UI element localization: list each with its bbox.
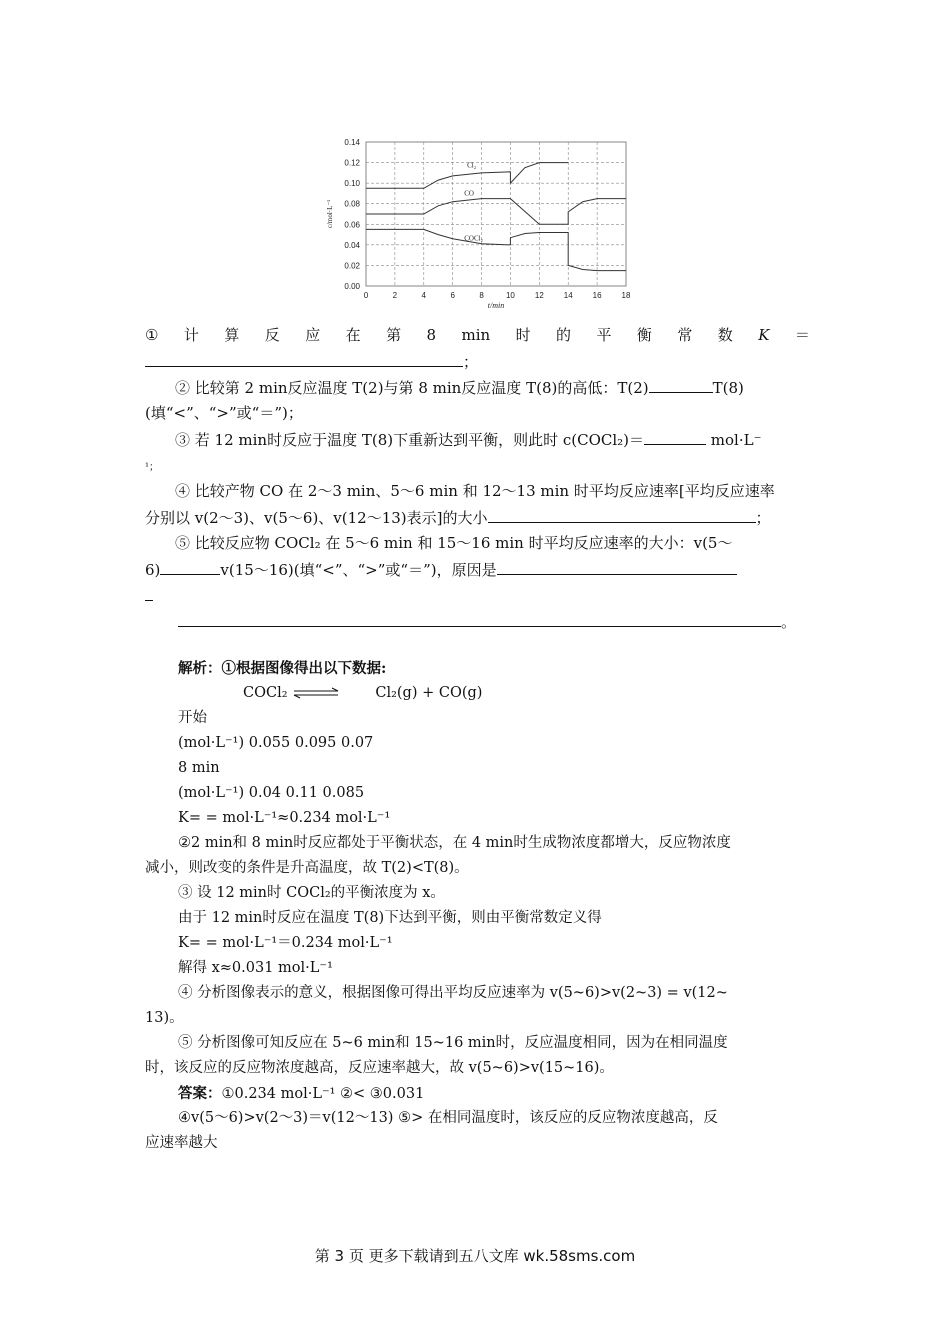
- q1-char: ①: [145, 326, 159, 344]
- q1-char: 的: [556, 326, 572, 344]
- solution-heading: 解析：①根据图像得出以下数据:: [178, 660, 387, 677]
- part3-line-c: K= = mol·L⁻¹＝0.234 mol·L⁻¹: [178, 935, 393, 951]
- question-4-line: [145, 478, 810, 504]
- y-axis-label: c/mol·L⁻¹: [326, 199, 334, 229]
- x-tick-label: 10: [505, 291, 515, 300]
- start-values: (mol·L⁻¹) 0.055 0.095 0.07: [178, 735, 374, 751]
- question-5-line-d: [145, 608, 810, 634]
- x-tick-label: 8: [479, 291, 484, 300]
- q4-text-b: 分别以 v(2～3)、v(5～6)、v(12～13)表示]的大小: [145, 509, 488, 527]
- answer-blank: [649, 374, 713, 393]
- concentration-chart: [318, 130, 638, 320]
- part5-line-a: ⑤ 分析图像可知反应在 5~6 min和 15~16 min时，反应温度相同，因为在相同温度: [178, 1035, 728, 1051]
- part3-line-b: 由于 12 min时反应在温度 T(8)下达到平衡，则由平衡常数定义得: [178, 910, 602, 926]
- q1-char: 时: [515, 326, 531, 344]
- series-label: CO: [464, 189, 474, 198]
- solution-block: [145, 656, 808, 1156]
- q1-char: ＝: [794, 326, 810, 344]
- q1-char: 反: [264, 326, 280, 344]
- q1-end: ；: [463, 353, 479, 371]
- x-tick-label: 16: [592, 291, 602, 300]
- x-axis-label: t/min: [487, 301, 505, 310]
- q1-char: 算: [224, 326, 240, 344]
- question-2-line-b: [145, 400, 810, 426]
- q3-text-c: ¹；: [145, 462, 160, 473]
- q1-char: 衡: [636, 326, 652, 344]
- series-line: [366, 229, 626, 270]
- answer-line-2: ④v(5～6)>v(2～3)＝v(12～13) ⑤> 在相同温度时，该反应的反应物浓度越高，反: [178, 1110, 718, 1126]
- question-3-line-b: [145, 452, 810, 478]
- part3-line-d: 解得 x≈0.031 mol·L⁻¹: [178, 960, 333, 976]
- q1-char: 平: [596, 326, 612, 344]
- q4-end: ；: [755, 509, 771, 527]
- q3-text: ③ 若 12 min时反应于温度 T(8)下重新达到平衡，则此时 c(COCl₂)＝: [175, 431, 645, 449]
- chart-svg: [318, 130, 638, 320]
- q2-text: ② 比较第 2 min反应温度 T(2)与第 8 min反应温度 T(8)的高低：T(2): [175, 379, 649, 397]
- q5-text-c: v(15～16)(填“<”、“>”或“＝”)，原因是: [220, 561, 497, 579]
- reaction-equation: [178, 681, 808, 706]
- q1-char: min: [461, 326, 491, 344]
- answer-line-1: [178, 1081, 808, 1106]
- question-5-line-b: [145, 556, 810, 582]
- answer-blank: [145, 348, 463, 367]
- question-5-line-c: [145, 582, 810, 608]
- series-label: COCl₂: [464, 234, 484, 243]
- q1-char: K: [758, 326, 770, 344]
- question-2-line: [145, 374, 810, 400]
- part2-line-b: 减小，则改变的条件是升高温度，故 T(2)<T(8)。: [145, 860, 469, 876]
- question-4-line-b: [145, 504, 810, 530]
- y-tick-label: 0.02: [344, 261, 360, 271]
- q5-text: ⑤ 比较反应物 COCl₂ 在 5～6 min 和 15～16 min 时平均反应速率的大小：v(5～: [175, 534, 733, 552]
- k-line: K= = mol·L⁻¹≈0.234 mol·L⁻¹: [178, 810, 391, 826]
- reaction-right: Cl₂(g) + CO(g): [375, 685, 483, 701]
- x-tick-label: 12: [534, 291, 544, 300]
- y-tick-label: 0.12: [344, 158, 360, 168]
- y-tick-label: 0.10: [344, 179, 360, 189]
- question-3-line: [145, 426, 810, 452]
- series-label: Cl₂: [467, 161, 477, 170]
- answer-blank: [145, 582, 153, 601]
- answer-blank: [178, 608, 781, 627]
- x-tick-label: 4: [421, 291, 427, 300]
- q1-char: 常: [677, 326, 693, 344]
- answer-blank: [488, 504, 756, 523]
- answer-line-3: 应速率越大: [145, 1135, 218, 1151]
- series-line: [366, 199, 626, 225]
- x-tick-label: 6: [450, 291, 455, 300]
- q1-char: 8: [426, 326, 437, 344]
- reaction-left: COCl₂: [243, 685, 288, 701]
- y-tick-label: 0.08: [344, 199, 360, 209]
- y-tick-label: 0.00: [344, 282, 360, 291]
- y-tick-label: 0.06: [344, 220, 360, 230]
- q2-text-c: (填“<”、“>”或“＝”)；: [145, 404, 303, 422]
- min8-values: (mol·L⁻¹) 0.04 0.11 0.085: [178, 785, 365, 801]
- question-1-line: [145, 322, 810, 348]
- q1-char: 计: [183, 326, 199, 344]
- part4-line-a: ④ 分析图像表示的意义，根据图像可得出平均反应速率为 v(5~6)>v(2~3) = v(12~: [178, 985, 728, 1001]
- q5-text-b: 6): [145, 561, 161, 579]
- q3-unit: mol·L⁻: [706, 431, 762, 449]
- question-block: [145, 322, 810, 634]
- q1-char: 第: [386, 326, 402, 344]
- y-tick-label: 0.04: [344, 240, 360, 250]
- x-tick-label: 14: [563, 291, 573, 300]
- q1-char: 数: [717, 326, 733, 344]
- answer-label: 答案：: [178, 1085, 222, 1102]
- q5-end: 。: [781, 613, 797, 631]
- y-tick-label: 0.14: [344, 138, 360, 147]
- page-footer: 第 3 页 更多下载请到五八文库 wk.58sms.com: [314, 1247, 636, 1265]
- answer-blank: [644, 426, 706, 445]
- answer-blank: [497, 556, 737, 575]
- min8-label: 8 min: [178, 760, 220, 776]
- part3-line-a: ③ 设 12 min时 COCl₂的平衡浓度为 x。: [178, 885, 445, 901]
- q2-text-b: T(8): [712, 379, 744, 397]
- question-5-line: [145, 530, 810, 556]
- x-tick-label: 0: [363, 291, 369, 300]
- start-label: 开始: [178, 710, 207, 726]
- q1-char: 在: [345, 326, 361, 344]
- question-1-blank-line: [145, 348, 810, 374]
- part4-line-b: 13)。: [145, 1010, 184, 1026]
- q1-char: 应: [305, 326, 321, 344]
- equilibrium-arrow-icon: [292, 687, 340, 699]
- x-tick-label: 2: [392, 291, 398, 300]
- part2-line-a: ②2 min和 8 min时反应都处于平衡状态，在 4 min时生成物浓度都增大，反应物浓度: [178, 835, 731, 851]
- x-tick-label: 18: [621, 291, 631, 300]
- answer-blank: [160, 556, 220, 575]
- q4-text: ④ 比较产物 CO 在 2～3 min、5～6 min 和 12～13 min 时平均反应速率[平均反应速率: [175, 482, 775, 500]
- part5-line-b: 时，该反应的反应物浓度越高，反应速率越大，故 v(5~6)>v(15~16)。: [145, 1060, 614, 1076]
- answer-1: ①0.234 mol·L⁻¹ ②< ③0.031: [221, 1086, 425, 1102]
